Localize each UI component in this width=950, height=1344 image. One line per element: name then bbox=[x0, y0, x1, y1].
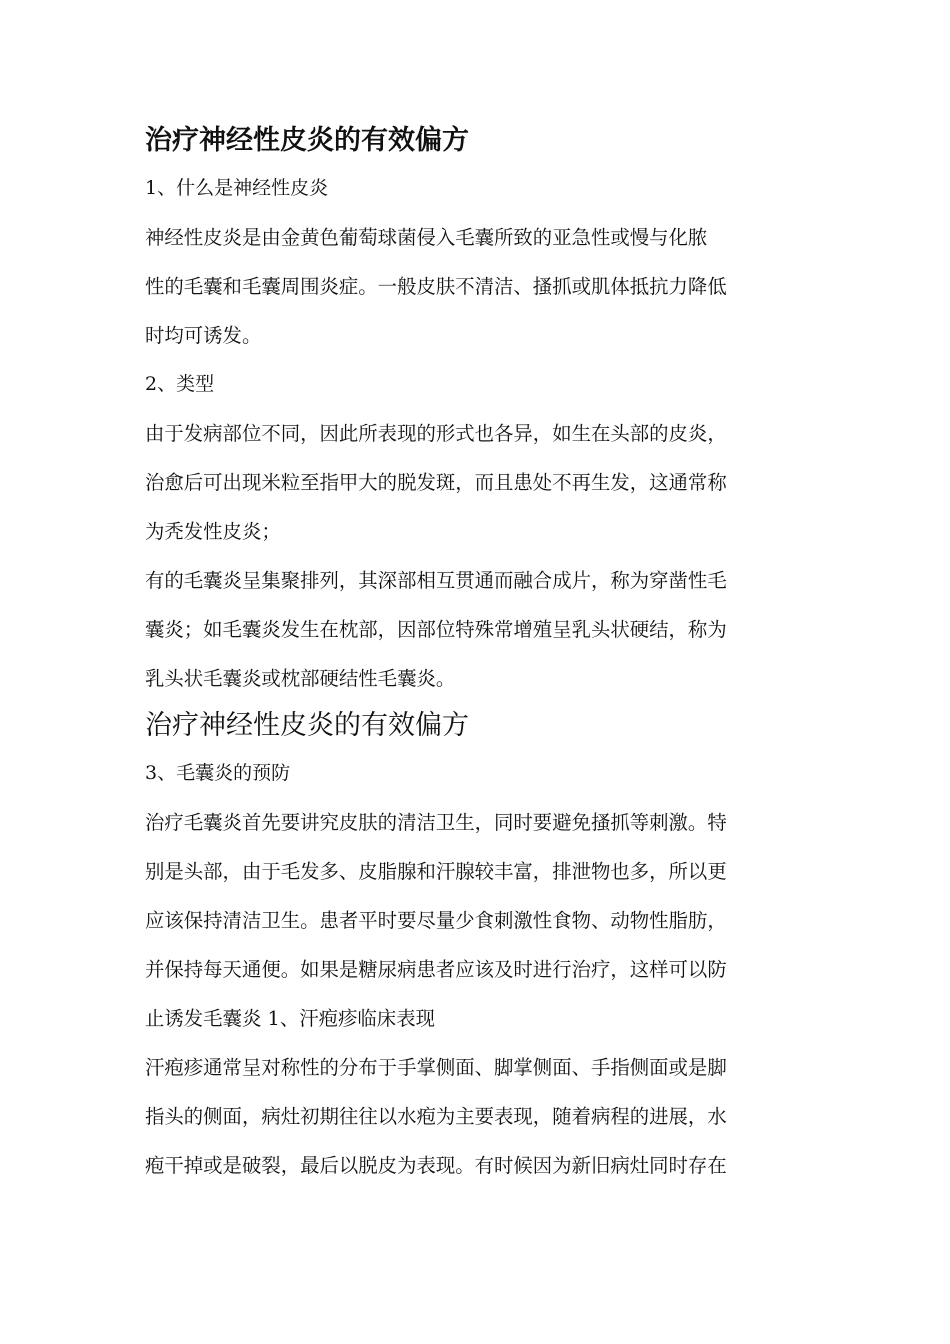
text-line: 时均可诱发。 bbox=[145, 324, 262, 347]
repeat-title: 治疗神经性皮炎的有效偏方 bbox=[145, 710, 469, 741]
paragraph bbox=[145, 798, 809, 1043]
section-types bbox=[145, 360, 809, 703]
section-heading: 3、毛囊炎的预防 bbox=[145, 762, 291, 784]
text-line: 应该保持清洁卫生。患者平时要尽量少食刺激性食物、动物性脂肪， bbox=[145, 909, 727, 932]
text-line: 神经性皮炎是由金黄色葡萄球菌侵入毛囊所致的亚急性或慢与化脓 bbox=[145, 226, 708, 249]
text-line: 为秃发性皮炎； bbox=[145, 520, 281, 543]
section-heading: 1、什么是神经性皮炎 bbox=[145, 177, 329, 199]
section-what-is bbox=[145, 164, 809, 360]
text-line: 性的毛囊和毛囊周围炎症。一般皮肤不清洁、搔抓或肌体抵抗力降低 bbox=[145, 275, 727, 298]
text-line: 别是头部，由于毛发多、皮脂腺和汗腺较丰富，排泄物也多，所以更 bbox=[145, 860, 727, 883]
paragraph bbox=[145, 409, 809, 556]
text-line: 由于发病部位不同，因此所表现的形式也各异，如生在头部的皮炎， bbox=[145, 422, 727, 445]
section-heading: 2、类型 bbox=[145, 373, 215, 395]
text-line: 治疗毛囊炎首先要讲究皮肤的清洁卫生，同时要避免搔抓等刺激。特 bbox=[145, 811, 727, 834]
text-line: 治愈后可出现米粒至指甲大的脱发斑，而且患处不再生发，这通常称 bbox=[145, 471, 727, 494]
paragraph bbox=[145, 1043, 809, 1190]
text-line: 并保持每天通便。如果是糖尿病患者应该及时进行治疗，这样可以防 bbox=[145, 958, 727, 981]
text-line: 止诱发毛囊炎 1、汗疱疹临床表现 bbox=[145, 1007, 435, 1030]
document-body bbox=[145, 118, 809, 1190]
text-line: 乳头状毛囊炎或枕部硬结性毛囊炎。 bbox=[145, 667, 456, 690]
text-line: 有的毛囊炎呈集聚排列，其深部相互贯通而融合成片，称为穿凿性毛 bbox=[145, 569, 727, 592]
section-prevention bbox=[145, 749, 809, 1190]
document-title: 治疗神经性皮炎的有效偏方 bbox=[145, 125, 469, 156]
text-line: 囊炎；如毛囊炎发生在枕部，因部位特殊常增殖呈乳头状硬结，称为 bbox=[145, 618, 727, 641]
text-line: 汗疱疹通常呈对称性的分布于手掌侧面、脚掌侧面、手指侧面或是脚 bbox=[145, 1056, 727, 1079]
paragraph bbox=[145, 213, 809, 360]
paragraph bbox=[145, 556, 809, 703]
text-line: 疱干掉或是破裂，最后以脱皮为表现。有时候因为新旧病灶同时存在 bbox=[145, 1154, 727, 1177]
text-line: 指头的侧面，病灶初期往往以水疱为主要表现，随着病程的进展，水 bbox=[145, 1105, 727, 1128]
